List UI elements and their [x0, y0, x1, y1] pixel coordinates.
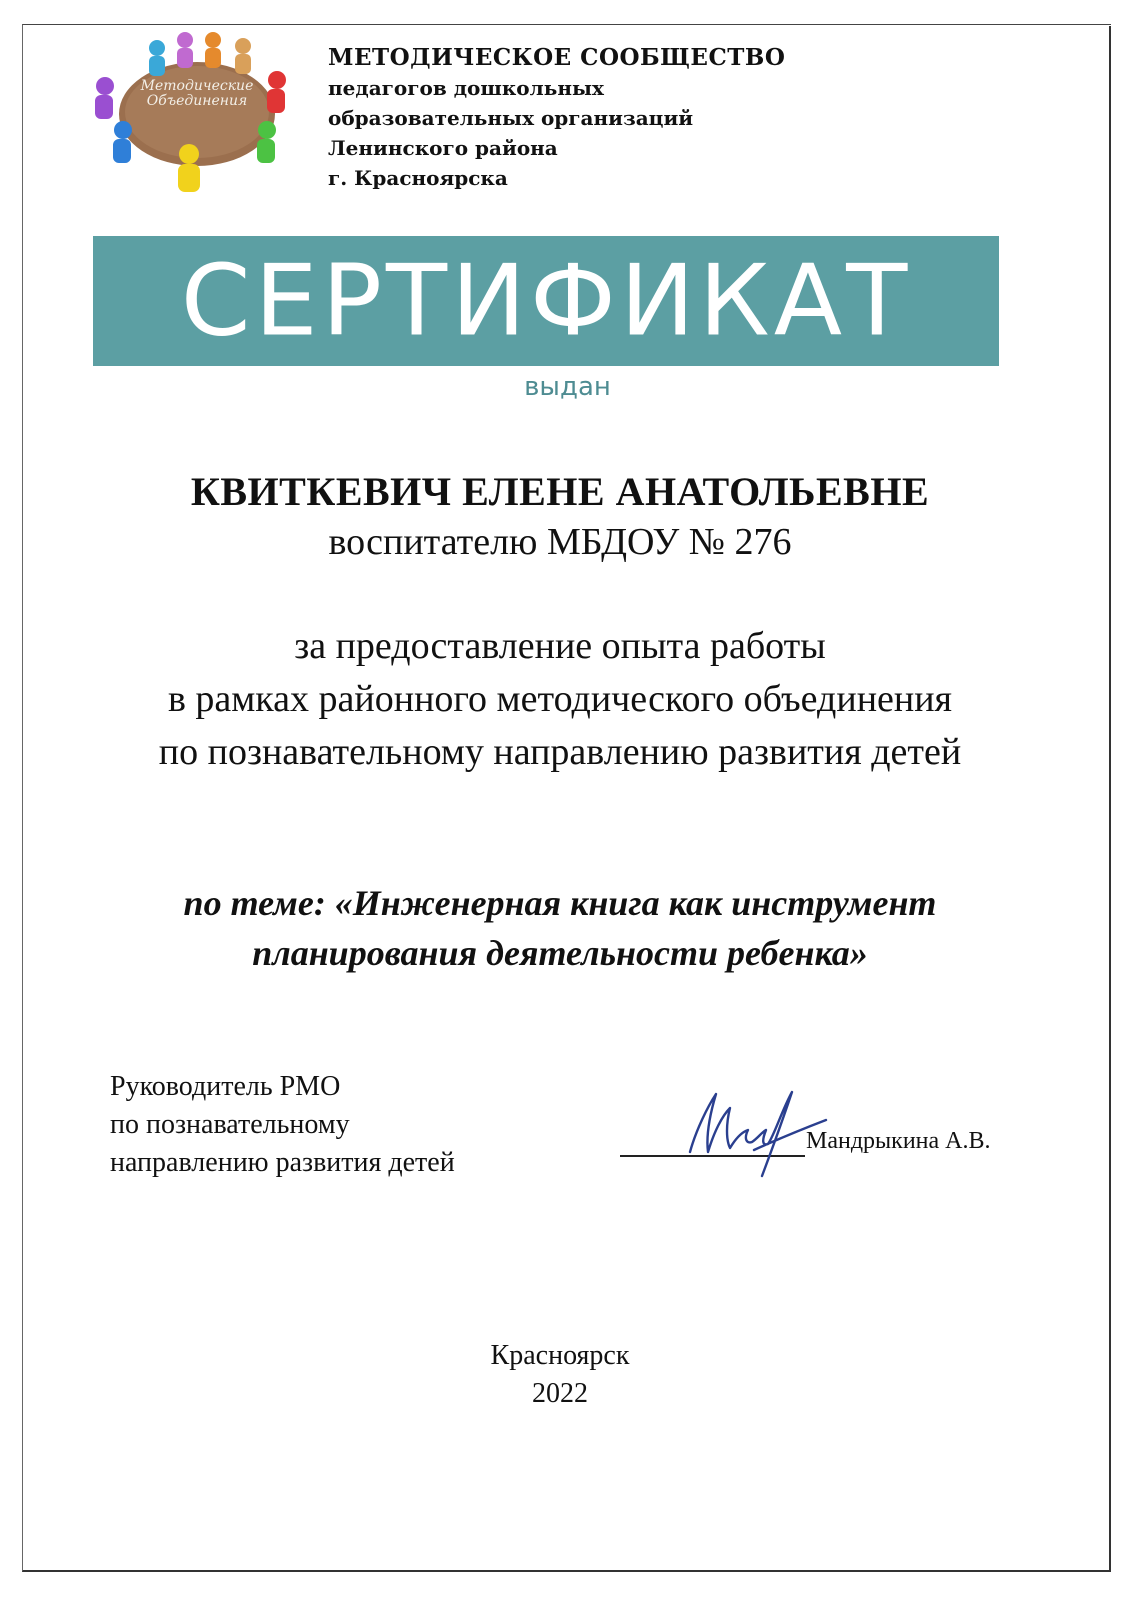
- award-reason-line: в рамках районного методического объединения: [167, 678, 953, 720]
- organization-block: [328, 44, 928, 193]
- methodical-associations-logo-icon: [85, 26, 310, 201]
- organization-line: Ленинского района: [328, 136, 558, 160]
- signer-role-line: по познавательному: [110, 1109, 350, 1140]
- certificate-banner: [93, 236, 999, 366]
- year: 2022: [532, 1378, 588, 1409]
- issued-label: выдан: [524, 372, 611, 402]
- award-reason-line: за предоставление опыта работы: [294, 625, 826, 667]
- signature-area: [620, 1080, 1020, 1180]
- signer-role-line: Руководитель РМО: [110, 1071, 341, 1102]
- logo-caption-line-1: Методические: [140, 78, 254, 94]
- topic-line: по теме: «Инженерная книга как инструмент: [183, 883, 937, 923]
- signer-role: [110, 1068, 570, 1182]
- award-reason-line: по познавательному направлению развития детей: [158, 731, 962, 773]
- organization-title: МЕТОДИЧЕСКОЕ СООБЩЕСТВО: [328, 44, 786, 71]
- recipient-name: КВИТКЕВИЧ ЕЛЕНЕ АНАТОЛЬЕВНЕ: [190, 469, 930, 514]
- city: Красноярск: [490, 1340, 630, 1371]
- signer-role-line: направлению развития детей: [110, 1147, 455, 1178]
- award-reason: [0, 620, 1120, 779]
- organization-line: педагогов дошкольных: [328, 76, 604, 100]
- organization-line: г. Красноярска: [328, 166, 508, 190]
- topic: [0, 878, 1120, 978]
- signer-name: Мандрыкина А.В.: [806, 1128, 991, 1154]
- certificate-title: СЕРТИФИКАТ: [180, 243, 912, 358]
- topic-line: планирования деятельности ребенка»: [252, 933, 868, 973]
- recipient-position: воспитателю МБДОУ № 276: [328, 521, 792, 563]
- logo-caption-line-2: Объединения: [146, 93, 248, 109]
- organization-line: образовательных организаций: [328, 106, 694, 130]
